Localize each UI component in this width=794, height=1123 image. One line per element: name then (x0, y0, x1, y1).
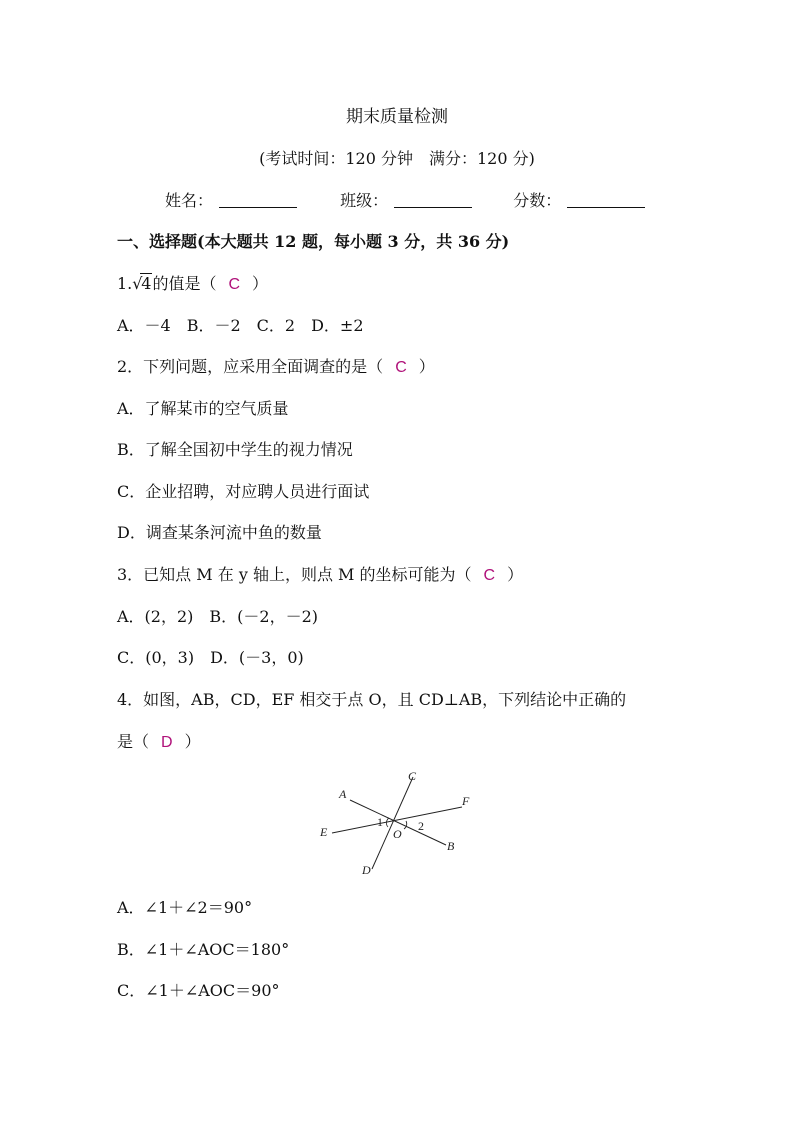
label-b: B (447, 839, 455, 853)
q2-answer: C (395, 359, 407, 376)
q2-close: ） (418, 357, 435, 376)
label-angle-1: 1 (377, 815, 383, 829)
label-d: D (362, 863, 371, 877)
q3-answer: C (483, 567, 496, 584)
question-4-line1: 4．如图，AB，CD，EF 相交于点 O，且 CD⊥AB，下列结论中正确的 (117, 690, 627, 709)
label-o: O (393, 827, 402, 841)
label-a: A (339, 787, 347, 801)
q3-options-ab: A．(2，2) B．(－2，－2) (117, 607, 319, 626)
q1-answer: C (228, 276, 241, 293)
angle-1-arc (386, 818, 389, 827)
question-4-line2 (117, 731, 201, 754)
q4-close: ） (184, 732, 201, 751)
question-1 (117, 273, 268, 296)
q1-radicand: 4 (141, 274, 152, 293)
q1-stem: 的值是（ (152, 274, 217, 293)
label-angle-2: 2 (418, 819, 424, 833)
q3-stem: 3．已知点 M 在 y 轴上，则点 M 的坐标可能为（ (117, 565, 472, 584)
geometry-figure (310, 765, 480, 880)
section-heading: 一、选择题(本大题共 12 题，每小题 3 分，共 36 分) (117, 232, 510, 251)
q2-option-b: B．了解全国初中学生的视力情况 (117, 440, 353, 459)
q1-close: ） (252, 274, 269, 293)
label-c: C (408, 769, 417, 783)
name-label: 姓名： (165, 191, 214, 210)
label-e: E (320, 825, 328, 839)
class-label: 班级： (340, 191, 389, 210)
q4-option-a: A．∠1＋∠2＝90° (117, 898, 253, 917)
q2-option-d: D．调查某条河流中鱼的数量 (117, 523, 322, 542)
q4-stem2: 是（ (117, 732, 150, 751)
sqrt-symbol: √ 4 (132, 274, 152, 293)
q1-prefix: 1. (117, 274, 133, 293)
q2-option-c: C．企业招聘，对应聘人员进行面试 (117, 482, 370, 501)
score-blank[interactable] (567, 193, 645, 208)
page-title: 期末质量检测 (346, 107, 448, 127)
q1-options: A．－4 B．－2 C．2 D．±2 (117, 316, 364, 335)
question-2 (117, 356, 435, 379)
q3-close: ） (507, 565, 524, 584)
question-3 (117, 564, 523, 587)
q3-options-cd: C．(0，3) D．(－3，0) (117, 648, 304, 667)
q4-option-b: B．∠1＋∠AOC＝180° (117, 940, 290, 959)
label-f: F (462, 794, 470, 808)
q2-option-a: A．了解某市的空气质量 (117, 399, 289, 418)
q4-answer: D (161, 734, 173, 751)
q4-option-c: C．∠1＋∠AOC＝90° (117, 981, 280, 1000)
q2-stem: 2．下列问题，应采用全面调查的是（ (117, 357, 384, 376)
class-blank[interactable] (394, 193, 472, 208)
exam-subtitle: (考试时间：120 分钟 满分：120 分) (259, 149, 535, 168)
score-label: 分数： (513, 191, 562, 210)
name-blank[interactable] (219, 193, 297, 208)
student-info-row (165, 190, 645, 212)
